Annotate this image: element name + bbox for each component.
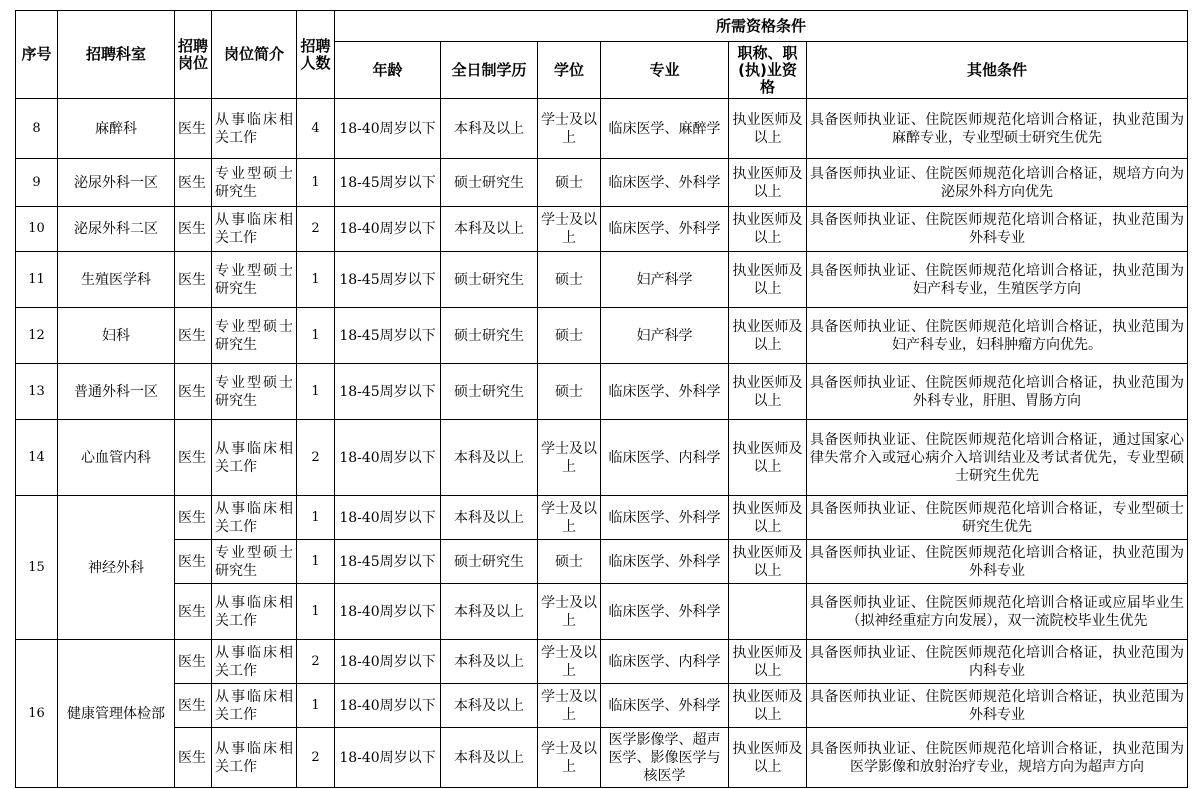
education-cell: 硕士研究生 bbox=[441, 364, 538, 420]
position-cell: 医生 bbox=[175, 252, 212, 308]
major-cell: 临床医学、外科学 bbox=[601, 684, 729, 728]
intro-cell: 专业型硕士研究生 bbox=[212, 252, 297, 308]
major-cell: 医学影像学、超声医学、影像医学与核医学 bbox=[601, 728, 729, 788]
dept-cell: 麻醉科 bbox=[58, 99, 175, 159]
education-cell: 硕士研究生 bbox=[441, 308, 538, 364]
position-cell: 医生 bbox=[175, 728, 212, 788]
header-count: 招聘人数 bbox=[297, 11, 335, 99]
age-cell: 18-40周岁以下 bbox=[335, 728, 441, 788]
title-cell: 执业医师及以上 bbox=[729, 252, 807, 308]
intro-cell: 从事临床相关工作 bbox=[212, 496, 297, 540]
table-header bbox=[16, 11, 1188, 99]
count-cell: 2 bbox=[297, 420, 335, 496]
count-cell: 2 bbox=[297, 728, 335, 788]
age-cell: 18-45周岁以下 bbox=[335, 252, 441, 308]
seq-cell: 11 bbox=[16, 252, 58, 308]
education-cell: 本科及以上 bbox=[441, 728, 538, 788]
intro-cell: 专业型硕士研究生 bbox=[212, 364, 297, 420]
title-cell: 执业医师及以上 bbox=[729, 207, 807, 252]
age-cell: 18-45周岁以下 bbox=[335, 308, 441, 364]
table-row bbox=[16, 252, 1188, 308]
other-cell: 具备医师执业证、住院医师规范化培训合格证，规培方向为泌尿外科方向优先 bbox=[807, 159, 1188, 207]
major-cell: 临床医学、外科学 bbox=[601, 540, 729, 584]
intro-cell: 从事临床相关工作 bbox=[212, 684, 297, 728]
degree-cell: 学士及以上 bbox=[538, 584, 601, 640]
table-row bbox=[16, 584, 1188, 640]
age-cell: 18-40周岁以下 bbox=[335, 207, 441, 252]
position-cell: 医生 bbox=[175, 308, 212, 364]
degree-cell: 学士及以上 bbox=[538, 640, 601, 684]
education-cell: 本科及以上 bbox=[441, 207, 538, 252]
title-cell: 执业医师及以上 bbox=[729, 99, 807, 159]
other-cell: 具备医师执业证、住院医师规范化培训合格证，执业范围为妇产科专业，妇科肿瘤方向优先。 bbox=[807, 308, 1188, 364]
education-cell: 本科及以上 bbox=[441, 684, 538, 728]
title-cell: 执业医师及以上 bbox=[729, 540, 807, 584]
title-cell: 执业医师及以上 bbox=[729, 640, 807, 684]
title-cell bbox=[729, 584, 807, 640]
education-cell: 硕士研究生 bbox=[441, 159, 538, 207]
table-row bbox=[16, 420, 1188, 496]
header-major: 专业 bbox=[601, 42, 729, 99]
major-cell: 妇产科学 bbox=[601, 252, 729, 308]
title-cell: 执业医师及以上 bbox=[729, 308, 807, 364]
major-cell: 临床医学、外科学 bbox=[601, 496, 729, 540]
intro-cell: 从事临床相关工作 bbox=[212, 728, 297, 788]
degree-cell: 硕士 bbox=[538, 159, 601, 207]
degree-cell: 学士及以上 bbox=[538, 684, 601, 728]
age-cell: 18-40周岁以下 bbox=[335, 584, 441, 640]
count-cell: 1 bbox=[297, 252, 335, 308]
title-cell: 执业医师及以上 bbox=[729, 728, 807, 788]
position-cell: 医生 bbox=[175, 640, 212, 684]
position-cell: 医生 bbox=[175, 364, 212, 420]
education-cell: 硕士研究生 bbox=[441, 540, 538, 584]
education-cell: 本科及以上 bbox=[441, 420, 538, 496]
intro-cell: 从事临床相关工作 bbox=[212, 584, 297, 640]
header-education: 全日制学历 bbox=[441, 42, 538, 99]
table-row bbox=[16, 640, 1188, 684]
table-row bbox=[16, 364, 1188, 420]
age-cell: 18-40周岁以下 bbox=[335, 420, 441, 496]
degree-cell: 学士及以上 bbox=[538, 99, 601, 159]
major-cell: 临床医学、内科学 bbox=[601, 420, 729, 496]
table-row bbox=[16, 207, 1188, 252]
age-cell: 18-40周岁以下 bbox=[335, 496, 441, 540]
degree-cell: 硕士 bbox=[538, 252, 601, 308]
dept-cell: 泌尿外科二区 bbox=[58, 207, 175, 252]
dept-cell: 普通外科一区 bbox=[58, 364, 175, 420]
count-cell: 1 bbox=[297, 584, 335, 640]
table-row bbox=[16, 728, 1188, 788]
table-body bbox=[16, 99, 1188, 788]
other-cell: 具备医师执业证、住院医师规范化培训合格证，执业范围为内科专业 bbox=[807, 640, 1188, 684]
title-cell: 执业医师及以上 bbox=[729, 496, 807, 540]
position-cell: 医生 bbox=[175, 207, 212, 252]
position-cell: 医生 bbox=[175, 684, 212, 728]
age-cell: 18-45周岁以下 bbox=[335, 364, 441, 420]
education-cell: 本科及以上 bbox=[441, 640, 538, 684]
header-other: 其他条件 bbox=[807, 42, 1188, 99]
degree-cell: 硕士 bbox=[538, 308, 601, 364]
dept-cell: 健康管理体检部 bbox=[58, 640, 175, 788]
count-cell: 1 bbox=[297, 540, 335, 584]
education-cell: 硕士研究生 bbox=[441, 252, 538, 308]
title-cell: 执业医师及以上 bbox=[729, 684, 807, 728]
table-row bbox=[16, 540, 1188, 584]
intro-cell: 从事临床相关工作 bbox=[212, 99, 297, 159]
other-cell: 具备医师执业证、住院医师规范化培训合格证，执业范围为外科专业 bbox=[807, 207, 1188, 252]
intro-cell: 从事临床相关工作 bbox=[212, 420, 297, 496]
education-cell: 本科及以上 bbox=[441, 584, 538, 640]
table-row bbox=[16, 684, 1188, 728]
other-cell: 具备医师执业证、住院医师规范化培训合格证，执业范围为外科专业，肝胆、胃肠方向 bbox=[807, 364, 1188, 420]
degree-cell: 硕士 bbox=[538, 364, 601, 420]
position-cell: 医生 bbox=[175, 159, 212, 207]
other-cell: 具备医师执业证、住院医师规范化培训合格证，执业范围为外科专业 bbox=[807, 684, 1188, 728]
education-cell: 本科及以上 bbox=[441, 496, 538, 540]
major-cell: 临床医学、外科学 bbox=[601, 207, 729, 252]
title-cell: 执业医师及以上 bbox=[729, 159, 807, 207]
seq-cell: 16 bbox=[16, 640, 58, 788]
header-seq: 序号 bbox=[16, 11, 58, 99]
dept-cell: 心血管内科 bbox=[58, 420, 175, 496]
title-cell: 执业医师及以上 bbox=[729, 364, 807, 420]
header-qualifications: 所需资格条件 bbox=[335, 11, 1188, 42]
position-cell: 医生 bbox=[175, 496, 212, 540]
degree-cell: 学士及以上 bbox=[538, 496, 601, 540]
degree-cell: 学士及以上 bbox=[538, 420, 601, 496]
intro-cell: 专业型硕士研究生 bbox=[212, 308, 297, 364]
age-cell: 18-40周岁以下 bbox=[335, 684, 441, 728]
education-cell: 本科及以上 bbox=[441, 99, 538, 159]
position-cell: 医生 bbox=[175, 420, 212, 496]
count-cell: 1 bbox=[297, 496, 335, 540]
other-cell: 具备医师执业证、住院医师规范化培训合格证，执业范围为外科专业 bbox=[807, 540, 1188, 584]
header-intro: 岗位简介 bbox=[212, 11, 297, 99]
seq-cell: 10 bbox=[16, 207, 58, 252]
age-cell: 18-45周岁以下 bbox=[335, 159, 441, 207]
degree-cell: 硕士 bbox=[538, 540, 601, 584]
dept-cell: 神经外科 bbox=[58, 496, 175, 640]
degree-cell: 学士及以上 bbox=[538, 728, 601, 788]
header-dept: 招聘科室 bbox=[58, 11, 175, 99]
other-cell: 具备医师执业证、住院医师规范化培训合格证，执业范围为麻醉专业，专业型硕士研究生优先 bbox=[807, 99, 1188, 159]
other-cell: 具备医师执业证、住院医师规范化培训合格证，执业范围为医学影像和放射治疗专业，规培方向为超声方向 bbox=[807, 728, 1188, 788]
major-cell: 临床医学、外科学 bbox=[601, 584, 729, 640]
major-cell: 临床医学、内科学 bbox=[601, 640, 729, 684]
intro-cell: 从事临床相关工作 bbox=[212, 640, 297, 684]
table-row bbox=[16, 159, 1188, 207]
major-cell: 妇产科学 bbox=[601, 308, 729, 364]
dept-cell: 泌尿外科一区 bbox=[58, 159, 175, 207]
major-cell: 临床医学、外科学 bbox=[601, 159, 729, 207]
other-cell: 具备医师执业证、住院医师规范化培训合格证，专业型硕士研究生优先 bbox=[807, 496, 1188, 540]
recruitment-table bbox=[15, 10, 1188, 788]
age-cell: 18-45周岁以下 bbox=[335, 540, 441, 584]
table-row bbox=[16, 99, 1188, 159]
count-cell: 2 bbox=[297, 207, 335, 252]
dept-cell: 妇科 bbox=[58, 308, 175, 364]
header-position: 招聘岗位 bbox=[175, 11, 212, 99]
seq-cell: 15 bbox=[16, 496, 58, 640]
header-degree: 学位 bbox=[538, 42, 601, 99]
recruitment-table-wrapper bbox=[15, 10, 1187, 788]
table-row bbox=[16, 308, 1188, 364]
major-cell: 临床医学、外科学 bbox=[601, 364, 729, 420]
seq-cell: 9 bbox=[16, 159, 58, 207]
intro-cell: 从事临床相关工作 bbox=[212, 207, 297, 252]
other-cell: 具备医师执业证、住院医师规范化培训合格证，执业范围为妇产科专业，生殖医学方向 bbox=[807, 252, 1188, 308]
major-cell: 临床医学、麻醉学 bbox=[601, 99, 729, 159]
position-cell: 医生 bbox=[175, 584, 212, 640]
count-cell: 1 bbox=[297, 308, 335, 364]
count-cell: 1 bbox=[297, 684, 335, 728]
header-title: 职称、职(执)业资格 bbox=[729, 42, 807, 99]
position-cell: 医生 bbox=[175, 99, 212, 159]
intro-cell: 专业型硕士研究生 bbox=[212, 159, 297, 207]
other-cell: 具备医师执业证、住院医师规范化培训合格证，通过国家心律失常介入或冠心病介入培训结业及考试者优先，专业型硕士研究生优先 bbox=[807, 420, 1188, 496]
other-cell: 具备医师执业证、住院医师规范化培训合格证或应届毕业生（拟神经重症方向发展），双一流院校毕业生优先 bbox=[807, 584, 1188, 640]
dept-cell: 生殖医学科 bbox=[58, 252, 175, 308]
count-cell: 1 bbox=[297, 364, 335, 420]
position-cell: 医生 bbox=[175, 540, 212, 584]
count-cell: 4 bbox=[297, 99, 335, 159]
count-cell: 1 bbox=[297, 159, 335, 207]
seq-cell: 13 bbox=[16, 364, 58, 420]
intro-cell: 专业型硕士研究生 bbox=[212, 540, 297, 584]
seq-cell: 14 bbox=[16, 420, 58, 496]
title-cell: 执业医师及以上 bbox=[729, 420, 807, 496]
seq-cell: 12 bbox=[16, 308, 58, 364]
table-row bbox=[16, 496, 1188, 540]
age-cell: 18-40周岁以下 bbox=[335, 640, 441, 684]
header-row-1 bbox=[16, 11, 1188, 42]
age-cell: 18-40周岁以下 bbox=[335, 99, 441, 159]
seq-cell: 8 bbox=[16, 99, 58, 159]
header-age: 年龄 bbox=[335, 42, 441, 99]
count-cell: 2 bbox=[297, 640, 335, 684]
degree-cell: 学士及以上 bbox=[538, 207, 601, 252]
